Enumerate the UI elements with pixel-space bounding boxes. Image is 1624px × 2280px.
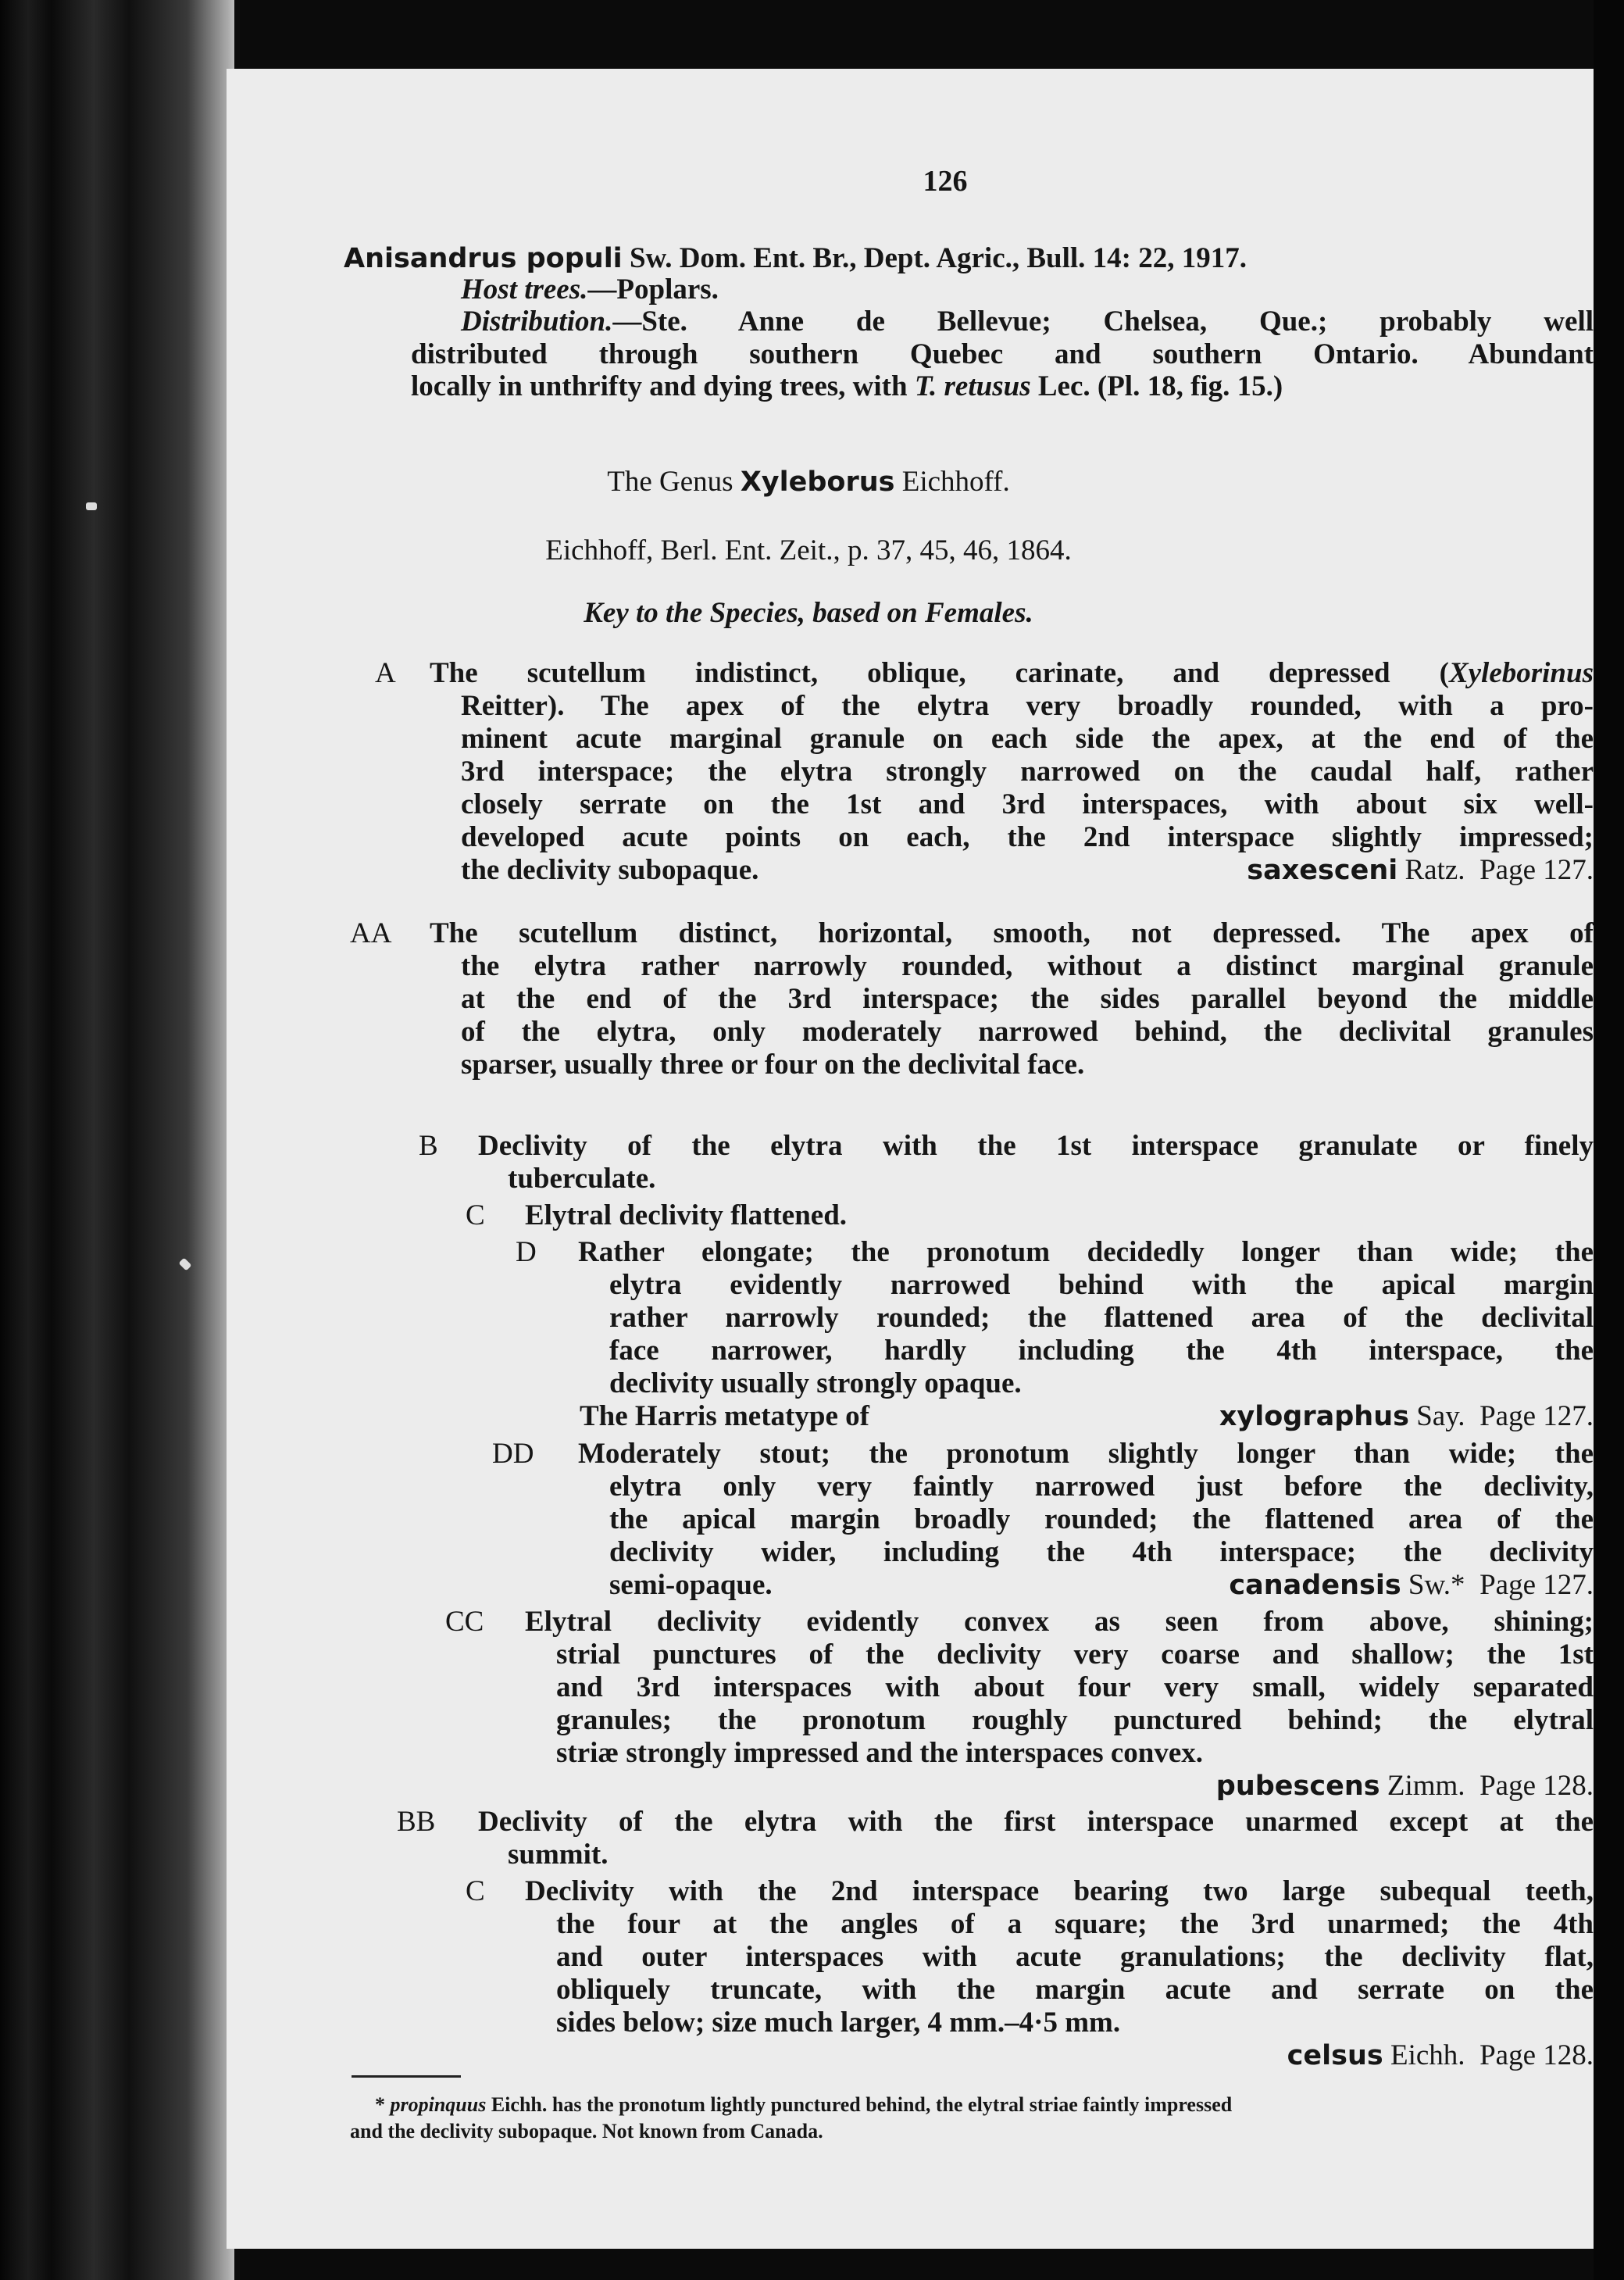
page-reference: Page 127.	[1479, 1400, 1594, 1432]
key-text: elytra only very faintly narrowed just before the declivity,	[609, 1471, 1594, 1503]
key-text: of the elytra, only moderately narrowed behind, the declivital granules	[461, 1016, 1594, 1048]
page-reference: Page 127.	[1479, 1569, 1594, 1601]
text: Eichh. has the pronotum lightly punctured behind, the elytral striae faintly impressed	[486, 2093, 1233, 2116]
key-text: obliquely truncate, with the margin acute and serrate on the	[556, 1974, 1594, 2006]
species-name: celsus	[1287, 2040, 1383, 2071]
anisandrus-heading	[344, 242, 1247, 275]
key-text: Declivity of the elytra with the 1st interspace granulate or finely	[478, 1130, 1594, 1162]
distribution-line	[461, 306, 1594, 338]
key-label-D: D	[516, 1236, 537, 1268]
key-text: Elytral declivity evidently convex as seen from above, shining;	[525, 1606, 1594, 1638]
key-text: tuberculate.	[508, 1163, 656, 1195]
text: The Genus	[607, 466, 741, 498]
author: Say.	[1408, 1400, 1465, 1432]
footnote-rule	[352, 2075, 461, 2078]
key-text: face narrower, hardly including the 4th interspace, the	[609, 1335, 1594, 1367]
key-text: striæ strongly impressed and the interspaces convex.	[556, 1737, 1204, 1769]
text: The scutellum indistinct, oblique, carinate, and depressed (	[430, 657, 1449, 689]
species-reference	[930, 2039, 1594, 2072]
distribution-line	[411, 370, 1283, 403]
subgenus-name: Xyleborinus	[1448, 657, 1594, 689]
host-value: —Poplars.	[587, 273, 719, 306]
text: Eichhoff.	[894, 466, 1010, 498]
footnote-line	[375, 2092, 1232, 2117]
species-name: pubescens	[1215, 1771, 1380, 1802]
footnote-line: and the declivity subopaque. Not known from Canada.	[350, 2120, 823, 2142]
page-number: 126	[923, 165, 968, 198]
key-text: at the end of the 3rd interspace; the sides parallel beyond the middle	[461, 983, 1594, 1015]
author: Zimm.	[1380, 1770, 1465, 1802]
key-text: developed acute points on each, the 2nd interspace slightly impressed;	[461, 821, 1594, 853]
host-label: Host trees.	[461, 273, 588, 306]
key-text: The Harris metatype of	[580, 1400, 869, 1432]
genus-name: Xyleborus	[740, 466, 895, 498]
key-label-C: C	[466, 1199, 485, 1231]
key-text: Declivity of the elytra with the first interspace unarmed except at the	[478, 1806, 1594, 1838]
film-right-border	[1594, 0, 1624, 2280]
species-name: saxesceni	[1247, 855, 1398, 886]
key-text: Moderately stout; the pronotum slightly longer than wide; the	[578, 1438, 1594, 1470]
key-text: Reitter). The apex of the elytra very broadly rounded, with a pro-	[461, 690, 1594, 722]
key-text: Elytral declivity flattened.	[525, 1199, 848, 1231]
key-label-C: C	[466, 1875, 485, 1907]
key-text: sparser, usually three or four on the declivital face.	[461, 1049, 1085, 1081]
key-text: The scutellum distinct, horizontal, smooth, not depressed. The apex of	[430, 917, 1594, 949]
species-reference	[930, 1400, 1594, 1433]
species-name: xylographus	[1219, 1401, 1409, 1432]
species-reference	[930, 854, 1594, 887]
distribution-line: distributed through southern Quebec and southern Ontario. Abundant	[411, 338, 1594, 370]
key-text	[430, 657, 1594, 690]
key-label-A: A	[375, 657, 396, 689]
author: Eichh.	[1383, 2039, 1465, 2071]
key-text: the apical margin broadly rounded; the flattened area of the	[609, 1503, 1594, 1535]
scan-mark	[86, 502, 97, 510]
key-label-BB: BB	[397, 1806, 436, 1838]
key-text: the elytra rather narrowly rounded, without a distinct marginal granule	[461, 950, 1594, 982]
genus-citation: Eichhoff, Berl. Ent. Zeit., p. 37, 45, 46, 1864.	[545, 534, 1072, 566]
key-text: elytra evidently narrowed behind with the apical margin	[609, 1269, 1594, 1301]
key-text: declivity usually strongly opaque.	[609, 1367, 1022, 1399]
species-name: propinquus	[390, 2093, 487, 2116]
key-text: strial punctures of the declivity very coarse and shallow; the 1st	[556, 1639, 1594, 1671]
text: Lec. (Pl. 18, fig. 15.)	[1030, 370, 1283, 402]
page-reference: Page 128.	[1479, 2039, 1594, 2071]
species-name: T. retusus	[914, 370, 1031, 402]
page-reference: Page 128.	[1479, 1770, 1594, 1802]
host-trees-line	[461, 273, 719, 306]
key-label-CC: CC	[445, 1606, 484, 1638]
key-label-DD: DD	[492, 1438, 534, 1470]
key-text: Rather elongate; the pronotum decidedly longer than wide; the	[578, 1236, 1594, 1268]
key-text: granules; the pronotum roughly punctured behind; the elytral	[556, 1704, 1594, 1736]
key-text: and 3rd interspaces with about four very small, widely separated	[556, 1671, 1594, 1703]
species-name: canadensis	[1229, 1570, 1401, 1601]
text: *	[375, 2093, 391, 2116]
distribution-label: Distribution.	[461, 306, 613, 338]
key-label-B: B	[419, 1130, 438, 1162]
citation: Sw. Dom. Ent. Br., Dept. Agric., Bull. 14: 22, 1917.	[629, 242, 1247, 274]
genus-heading	[227, 466, 1390, 499]
page-reference: Page 127.	[1479, 854, 1594, 886]
species-name: Anisandrus populi	[344, 243, 623, 274]
key-text: the four at the angles of a square; the 3rd unarmed; the 4th	[556, 1908, 1594, 1940]
book-page	[227, 69, 1594, 2249]
key-text: rather narrowly rounded; the flattened area of the declivital	[609, 1302, 1594, 1334]
key-text: summit.	[508, 1839, 609, 1871]
distribution-text: —Ste. Anne de Bellevue; Chelsea, Que.; probably well	[612, 306, 1594, 338]
species-reference	[930, 1770, 1594, 1803]
text: locally in unthrifty and dying trees, with	[411, 370, 915, 402]
key-text: semi-opaque.	[609, 1569, 773, 1601]
key-text: minent acute marginal granule on each side the apex, at the end of the	[461, 723, 1594, 755]
key-text: and outer interspaces with acute granulations; the declivity flat,	[556, 1941, 1594, 1973]
film-gutter	[0, 0, 234, 2280]
key-text: the declivity subopaque.	[461, 854, 759, 886]
key-label-AA: AA	[350, 917, 392, 949]
key-text: 3rd interspace; the elytra strongly narrowed on the caudal half, rather	[461, 756, 1594, 788]
key-text: Declivity with the 2nd interspace bearing two large subequal teeth,	[525, 1875, 1594, 1907]
author: Ratz.	[1397, 854, 1465, 886]
key-text: sides below; size much larger, 4 mm.–4·5 mm.	[556, 2007, 1121, 2039]
key-text: closely serrate on the 1st and 3rd interspaces, with about six well-	[461, 788, 1594, 820]
key-text: declivity wider, including the 4th interspace; the declivity	[609, 1536, 1594, 1568]
key-title: Key to the Species, based on Females.	[584, 597, 1033, 629]
species-reference	[930, 1569, 1594, 1602]
author: Sw.*	[1401, 1569, 1465, 1601]
